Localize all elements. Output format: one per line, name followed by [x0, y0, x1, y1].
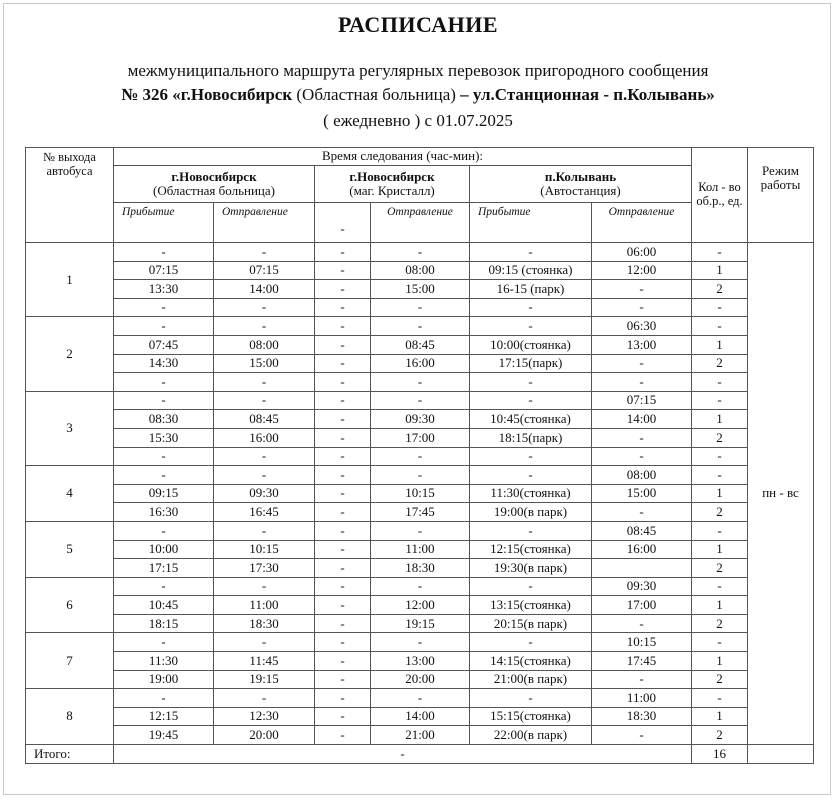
cell-stop2-arrival: - — [315, 373, 371, 392]
total-label: Итого: — [26, 745, 114, 764]
cell-stop1-arrival: - — [114, 391, 214, 410]
cell-stop3-arrival: 15:15(стоянка) — [470, 707, 592, 726]
cell-stop2-arrival: - — [315, 243, 371, 262]
cell-stop3-arrival: - — [470, 243, 592, 262]
bus-number-cell: 1 — [26, 243, 114, 317]
cell-stop2-departure: 08:45 — [371, 335, 470, 354]
cell-stop2-departure: 16:00 — [371, 354, 470, 373]
cell-stop2-arrival: - — [315, 596, 371, 615]
cell-trips: - — [692, 577, 748, 596]
cell-stop2-arrival: - — [315, 633, 371, 652]
schedule-row — [26, 447, 814, 466]
cell-stop2-departure: 14:00 — [371, 707, 470, 726]
cell-trips: 1 — [692, 484, 748, 503]
cell-trips: 1 — [692, 596, 748, 615]
schedule-row — [26, 428, 814, 447]
cell-stop1-departure: - — [214, 521, 315, 540]
cell-stop2-arrival: - — [315, 670, 371, 689]
cell-stop1-arrival: 19:00 — [114, 670, 214, 689]
cell-stop2-departure: - — [371, 466, 470, 485]
schedule-row — [26, 559, 814, 578]
cell-stop2-arrival: - — [315, 391, 371, 410]
cell-stop2-departure: 11:00 — [371, 540, 470, 559]
cell-stop3-arrival: - — [470, 447, 592, 466]
cell-stop2-departure: 17:45 — [371, 503, 470, 522]
cell-stop1-departure: 11:45 — [214, 652, 315, 671]
cell-stop2-departure: - — [371, 689, 470, 708]
cell-stop1-departure: 11:00 — [214, 596, 315, 615]
cell-stop3-arrival: 19:30(в парк) — [470, 559, 592, 578]
cell-stop1-arrival: - — [114, 447, 214, 466]
cell-stop3-arrival: - — [470, 373, 592, 392]
route-destination: – ул.Станционная - п.Колывань» — [460, 85, 715, 104]
cell-stop1-arrival: 12:15 — [114, 707, 214, 726]
cell-stop3-departure: 13:00 — [592, 335, 692, 354]
header-stop-kolyvan — [470, 166, 692, 203]
cell-stop3-arrival: 20:15(в парк) — [470, 614, 592, 633]
schedule-row — [26, 410, 814, 429]
schedule-row — [26, 596, 814, 615]
cell-stop1-departure: 07:15 — [214, 261, 315, 280]
cell-stop3-arrival: 18:15(парк) — [470, 428, 592, 447]
cell-trips: - — [692, 633, 748, 652]
cell-stop3-departure: 10:15 — [592, 633, 692, 652]
cell-stop2-departure: - — [371, 447, 470, 466]
cell-stop2-departure: - — [371, 243, 470, 262]
cell-stop3-departure: 16:00 — [592, 540, 692, 559]
schedule-row — [26, 652, 814, 671]
cell-trips: 2 — [692, 280, 748, 299]
cell-stop1-departure: 16:45 — [214, 503, 315, 522]
cell-stop3-arrival: 11:30(стоянка) — [470, 484, 592, 503]
header-operating-mode: Режим работы — [748, 148, 814, 243]
stop2-name: г.Новосибирск — [349, 168, 435, 184]
bus-number-cell: 7 — [26, 633, 114, 689]
cell-stop1-arrival: - — [114, 317, 214, 336]
cell-stop1-departure: - — [214, 577, 315, 596]
cell-stop3-arrival: - — [470, 391, 592, 410]
cell-stop3-arrival: - — [470, 298, 592, 317]
cell-stop3-arrival: 10:45(стоянка) — [470, 410, 592, 429]
cell-stop1-departure: - — [214, 391, 315, 410]
schedule-row — [26, 503, 814, 522]
cell-stop2-departure: - — [371, 633, 470, 652]
stop3-detail: (Автостанция) — [540, 183, 621, 198]
cell-stop1-arrival: 18:15 — [114, 614, 214, 633]
cell-stop2-departure: 09:30 — [371, 410, 470, 429]
schedule-row — [26, 614, 814, 633]
cell-stop3-departure: 18:30 — [592, 707, 692, 726]
cell-stop2-arrival: - — [315, 614, 371, 633]
cell-trips: 1 — [692, 707, 748, 726]
cell-stop1-arrival: - — [114, 373, 214, 392]
cell-stop1-departure: 19:15 — [214, 670, 315, 689]
cell-stop1-departure: 15:00 — [214, 354, 315, 373]
cell-stop3-arrival: - — [470, 521, 592, 540]
cell-stop2-departure: 10:15 — [371, 484, 470, 503]
schedule-row — [26, 317, 814, 336]
cell-stop3-arrival: 12:15(стоянка) — [470, 540, 592, 559]
cell-stop1-departure: - — [214, 633, 315, 652]
bus-number-cell: 4 — [26, 466, 114, 522]
cell-stop3-departure — [592, 559, 692, 578]
cell-stop2-departure: 08:00 — [371, 261, 470, 280]
total-row — [26, 745, 814, 764]
cell-stop1-arrival: 19:45 — [114, 726, 214, 745]
cell-stop3-departure: 15:00 — [592, 484, 692, 503]
subtitle-schedule-period: ( ежедневно ) с 01.07.2025 — [323, 111, 513, 130]
cell-stop3-departure: - — [592, 354, 692, 373]
total-trips-value: 16 — [692, 745, 748, 764]
cell-stop2-arrival: - — [315, 298, 371, 317]
cell-stop1-arrival: - — [114, 466, 214, 485]
cell-stop2-arrival: - — [315, 540, 371, 559]
cell-stop2-departure: 15:00 — [371, 280, 470, 299]
bus-number-cell: 6 — [26, 577, 114, 633]
schedule-row — [26, 670, 814, 689]
cell-stop3-departure: - — [592, 373, 692, 392]
cell-trips: 1 — [692, 652, 748, 671]
header-stop3-arrival: Прибытие — [470, 203, 592, 243]
cell-trips: 2 — [692, 670, 748, 689]
cell-stop2-departure: - — [371, 521, 470, 540]
cell-trips: 1 — [692, 540, 748, 559]
schedule-row — [26, 484, 814, 503]
cell-stop2-arrival: - — [315, 317, 371, 336]
stop1-name: г.Новосибирск — [171, 168, 257, 184]
cell-stop2-arrival: - — [315, 428, 371, 447]
cell-stop3-arrival: 10:00(стоянка) — [470, 335, 592, 354]
schedule-row — [26, 335, 814, 354]
cell-stop1-arrival: 08:30 — [114, 410, 214, 429]
cell-stop2-arrival: - — [315, 689, 371, 708]
cell-stop1-arrival: - — [114, 243, 214, 262]
cell-stop1-departure: 18:30 — [214, 614, 315, 633]
schedule-row — [26, 689, 814, 708]
cell-stop1-departure: 10:15 — [214, 540, 315, 559]
cell-trips: 2 — [692, 428, 748, 447]
cell-stop1-arrival: 09:15 — [114, 484, 214, 503]
header-stop-oblastnaya-bolnitsa — [114, 166, 315, 203]
cell-stop1-arrival: 10:00 — [114, 540, 214, 559]
total-mode-empty — [748, 745, 814, 764]
cell-trips: 1 — [692, 335, 748, 354]
schedule-row — [26, 726, 814, 745]
schedule-row — [26, 633, 814, 652]
cell-stop2-departure: 18:30 — [371, 559, 470, 578]
cell-stop3-departure: 17:00 — [592, 596, 692, 615]
cell-stop3-departure: - — [592, 447, 692, 466]
cell-stop1-departure: 09:30 — [214, 484, 315, 503]
cell-stop1-departure: - — [214, 466, 315, 485]
cell-stop1-arrival: - — [114, 689, 214, 708]
cell-stop3-departure: - — [592, 503, 692, 522]
cell-stop3-arrival: 17:15(парк) — [470, 354, 592, 373]
cell-trips: - — [692, 447, 748, 466]
cell-stop2-arrival: - — [315, 335, 371, 354]
stop2-detail: (маг. Кристалл) — [349, 183, 435, 198]
schedule-row — [26, 707, 814, 726]
header-stop1-arrival: Прибытие — [114, 203, 214, 243]
schedule-row — [26, 243, 814, 262]
cell-stop3-departure: - — [592, 280, 692, 299]
cell-stop2-arrival: - — [315, 652, 371, 671]
cell-stop2-arrival: - — [315, 503, 371, 522]
operating-mode-cell: пн - вс — [748, 243, 814, 745]
cell-stop3-departure: 12:00 — [592, 261, 692, 280]
route-number-and-origin: № 326 «г.Новосибирск — [121, 85, 293, 104]
header-bus-number: № выхода автобуса — [26, 148, 114, 243]
cell-stop2-arrival: - — [315, 707, 371, 726]
cell-stop3-departure: - — [592, 428, 692, 447]
cell-trips: - — [692, 317, 748, 336]
cell-stop2-departure: 17:00 — [371, 428, 470, 447]
schedule-row — [26, 354, 814, 373]
cell-stop1-departure: - — [214, 243, 315, 262]
cell-stop1-departure: 17:30 — [214, 559, 315, 578]
cell-stop3-arrival: - — [470, 577, 592, 596]
cell-stop3-arrival: - — [470, 689, 592, 708]
schedule-row — [26, 521, 814, 540]
cell-stop1-departure: 08:45 — [214, 410, 315, 429]
schedule-row — [26, 577, 814, 596]
cell-stop3-arrival: 16-15 (парк) — [470, 280, 592, 299]
cell-stop3-departure: 11:00 — [592, 689, 692, 708]
cell-stop3-arrival: - — [470, 633, 592, 652]
cell-trips: 1 — [692, 261, 748, 280]
cell-stop2-departure: 21:00 — [371, 726, 470, 745]
cell-stop2-arrival: - — [315, 521, 371, 540]
cell-stop1-departure: - — [214, 298, 315, 317]
subtitle-route-type: межмуниципального маршрута регулярных перевозок пригородного сообщения — [127, 61, 709, 80]
cell-stop2-departure: 12:00 — [371, 596, 470, 615]
cell-stop1-arrival: 07:15 — [114, 261, 214, 280]
cell-stop3-departure: 06:00 — [592, 243, 692, 262]
header-stop2-departure: Отправление — [371, 203, 470, 243]
cell-stop3-arrival: 13:15(стоянка) — [470, 596, 592, 615]
schedule-table — [25, 147, 814, 764]
cell-stop3-departure: 17:45 — [592, 652, 692, 671]
schedule-row — [26, 391, 814, 410]
cell-stop1-departure: - — [214, 689, 315, 708]
cell-stop1-departure: 16:00 — [214, 428, 315, 447]
bus-number-cell: 2 — [26, 317, 114, 391]
cell-trips: - — [692, 466, 748, 485]
subtitle-route-name — [0, 85, 836, 105]
header-trips-count: Кол - во об.р., ед. — [692, 148, 748, 243]
cell-stop3-arrival: 09:15 (стоянка) — [470, 261, 592, 280]
cell-trips: - — [692, 391, 748, 410]
cell-stop3-departure: 06:30 — [592, 317, 692, 336]
cell-stop3-departure: 07:15 — [592, 391, 692, 410]
cell-stop1-departure: 20:00 — [214, 726, 315, 745]
cell-stop2-arrival: - — [315, 577, 371, 596]
cell-stop1-arrival: - — [114, 577, 214, 596]
cell-stop3-arrival: 22:00(в парк) — [470, 726, 592, 745]
cell-trips: 2 — [692, 726, 748, 745]
cell-trips: - — [692, 521, 748, 540]
cell-stop1-arrival: 07:45 — [114, 335, 214, 354]
cell-stop2-arrival: - — [315, 410, 371, 429]
schedule-row — [26, 261, 814, 280]
cell-stop2-arrival: - — [315, 484, 371, 503]
cell-trips: 2 — [692, 503, 748, 522]
cell-trips: - — [692, 689, 748, 708]
cell-stop3-arrival: 19:00(в парк) — [470, 503, 592, 522]
header-stop3-departure: Отправление — [592, 203, 692, 243]
cell-stop1-arrival: - — [114, 298, 214, 317]
bus-number-cell: 3 — [26, 391, 114, 465]
cell-stop1-arrival: 16:30 — [114, 503, 214, 522]
cell-stop3-departure: - — [592, 614, 692, 633]
cell-stop2-arrival: - — [315, 280, 371, 299]
cell-stop1-arrival: 14:30 — [114, 354, 214, 373]
cell-stop2-departure: 13:00 — [371, 652, 470, 671]
cell-stop2-departure: 20:00 — [371, 670, 470, 689]
cell-trips: 2 — [692, 354, 748, 373]
cell-trips: - — [692, 298, 748, 317]
header-stop2-arrival: - — [315, 203, 371, 243]
header-stop-mag-kristall — [315, 166, 470, 203]
cell-stop3-departure: 14:00 — [592, 410, 692, 429]
header-travel-time: Время следования (час-мин): — [114, 148, 692, 166]
cell-stop2-departure: - — [371, 391, 470, 410]
cell-stop2-arrival: - — [315, 466, 371, 485]
cell-stop1-departure: 14:00 — [214, 280, 315, 299]
stop3-name: п.Колывань — [544, 168, 617, 184]
cell-trips: - — [692, 243, 748, 262]
schedule-row — [26, 280, 814, 299]
cell-stop2-departure: - — [371, 317, 470, 336]
header-stop1-departure: Отправление — [214, 203, 315, 243]
schedule-row — [26, 298, 814, 317]
cell-stop2-departure: - — [371, 577, 470, 596]
cell-stop1-departure: 08:00 — [214, 335, 315, 354]
cell-stop1-arrival: - — [114, 633, 214, 652]
cell-stop3-departure: - — [592, 298, 692, 317]
cell-trips: 2 — [692, 614, 748, 633]
bus-number-cell: 8 — [26, 689, 114, 745]
bus-number-cell: 5 — [26, 521, 114, 577]
schedule-row — [26, 466, 814, 485]
cell-stop1-departure: - — [214, 447, 315, 466]
cell-trips: - — [692, 373, 748, 392]
cell-stop2-arrival: - — [315, 261, 371, 280]
total-middle: - — [114, 745, 692, 764]
route-origin-detail: (Областная больница) — [292, 85, 461, 104]
cell-stop1-arrival: 15:30 — [114, 428, 214, 447]
cell-stop3-arrival: 21:00(в парк) — [470, 670, 592, 689]
cell-stop3-departure: - — [592, 670, 692, 689]
schedule-row — [26, 373, 814, 392]
cell-trips: 1 — [692, 410, 748, 429]
cell-stop1-arrival: 11:30 — [114, 652, 214, 671]
cell-stop1-arrival: - — [114, 521, 214, 540]
stop1-detail: (Областная больница) — [152, 183, 275, 198]
cell-stop2-arrival: - — [315, 559, 371, 578]
cell-stop3-arrival: 14:15(стоянка) — [470, 652, 592, 671]
cell-stop1-arrival: 17:15 — [114, 559, 214, 578]
cell-stop3-arrival: - — [470, 317, 592, 336]
cell-stop2-departure: - — [371, 298, 470, 317]
cell-stop3-departure: - — [592, 726, 692, 745]
cell-stop2-arrival: - — [315, 447, 371, 466]
cell-stop1-arrival: 10:45 — [114, 596, 214, 615]
cell-stop1-departure: - — [214, 317, 315, 336]
page-title: РАСПИСАНИЕ — [337, 12, 499, 37]
cell-stop2-departure: 19:15 — [371, 614, 470, 633]
cell-stop1-departure: - — [214, 373, 315, 392]
cell-stop2-arrival: - — [315, 354, 371, 373]
cell-stop1-departure: 12:30 — [214, 707, 315, 726]
cell-stop3-departure: 08:45 — [592, 521, 692, 540]
schedule-row — [26, 540, 814, 559]
cell-stop3-departure: 09:30 — [592, 577, 692, 596]
cell-stop1-arrival: 13:30 — [114, 280, 214, 299]
cell-stop2-departure: - — [371, 373, 470, 392]
cell-stop3-arrival: - — [470, 466, 592, 485]
cell-trips: 2 — [692, 559, 748, 578]
cell-stop3-departure: 08:00 — [592, 466, 692, 485]
cell-stop2-arrival: - — [315, 726, 371, 745]
